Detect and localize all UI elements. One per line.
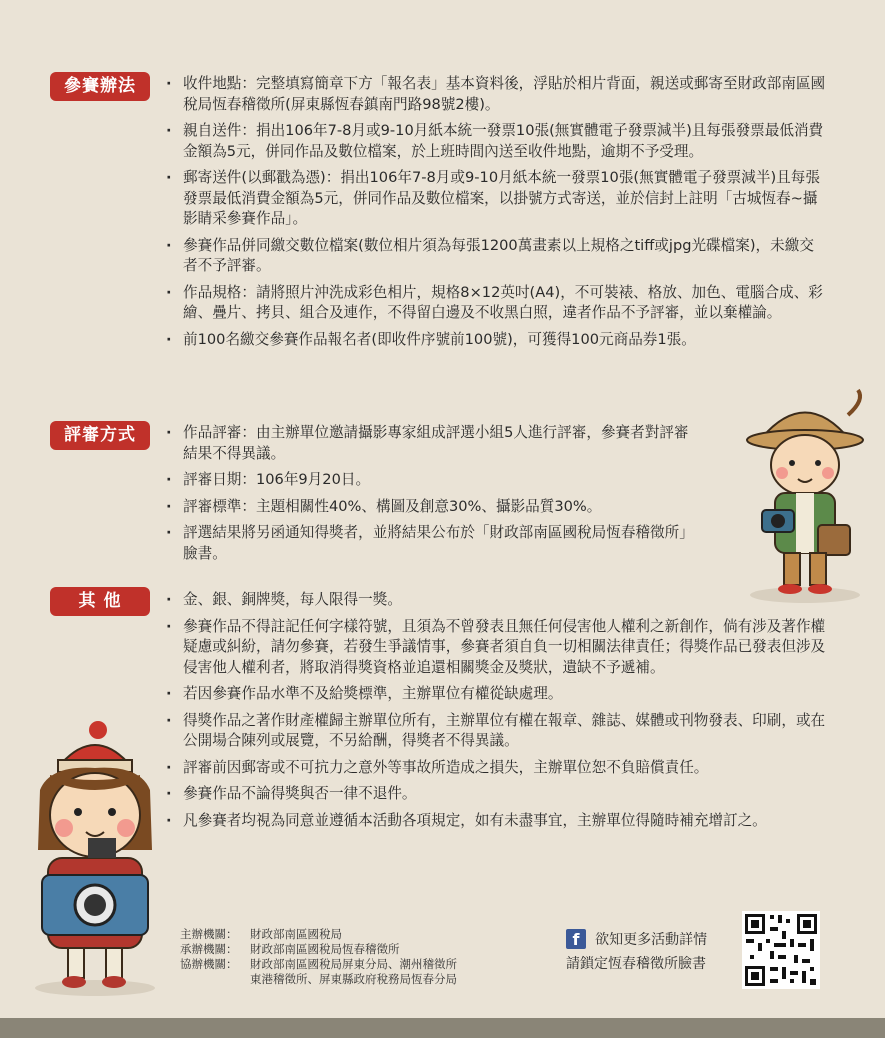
facebook-line-1: 欲知更多活動詳情 [595,931,708,948]
facebook-line-2: 請鎖定恆春稽徵所臉書 [566,955,706,972]
list-item: · 金、銀、銅牌獎，每人限得一獎。 [166,590,828,611]
qr-code-icon[interactable] [742,911,820,989]
list-item: · 作品規格：請將照片沖洗成彩色相片，規格8×12英吋(A4)，不可裝裱、格放、加色、電腦合成、彩繪、疊片、拷貝、組合及連作，不得留白邊及不收黑白照，違者作品不予評審，並以棄權論。 [166,283,828,324]
host-label: 主辦機關： [180,927,238,941]
list-item: · 前100名繳交參賽作品報名者(即收件序號前100號)，可獲得100元商品券1張。 [166,330,828,351]
list-item: · 得獎作品之著作財產權歸主辦單位所有，主辦單位有權在報章、雜誌、媒體或刊物發表、印刷，或在公開場合陳列或展覽，不另給酬，得獎者不得異議。 [166,711,828,752]
list-item: · 評審前因郵寄或不可抗力之意外等事故所造成之損失，主辦單位恕不負賠償責任。 [166,758,828,779]
list-item: · 評審日期：106年9月20日。 [166,470,696,491]
list-item: · 親自送件：捐出106年7-8月或9-10月紙本統一發票10張(無實體電子發票減半)且每張發票最低消費金額為5元，併同作品及數位檔案，於上班時間內送至收件地點，逾期不予受理。 [166,121,828,162]
list-item: · 評選結果將另函通知得獎者，並將結果公布於「財政部南區國稅局恆春稽徵所」臉書。 [166,523,696,564]
list-item: · 參賽作品併同繳交數位檔案(數位相片須為每張1200萬畫素以上規格之tiff或jpg光碟檔案)，未繳交者不予評審。 [166,236,828,277]
section-badge-rules: 參賽辦法 [50,72,150,101]
host-value: 財政部南區國稅局 [250,927,342,941]
girl-photographer-illustration [20,720,170,1000]
contractor-value: 財政部南區國稅局恆春稽徵所 [250,942,400,956]
list-item: · 凡參賽者均視為同意並遵循本活動各項規定，如有未盡事宜，主辦單位得隨時補充增訂之。 [166,811,828,832]
bottom-bar [0,1018,885,1038]
rules-list [166,74,828,356]
co-value-2: 東港稽徵所、屏東縣政府稅務局恆春分局 [250,972,457,986]
co-label: 協辦機關： [180,957,238,971]
list-item: · 評審標準：主題相關性40%、構圖及創意30%、攝影品質30%。 [166,497,696,518]
facebook-icon[interactable]: f [566,929,586,949]
list-item: · 參賽作品不論得獎與否一律不退件。 [166,784,828,805]
list-item: · 收件地點：完整填寫簡章下方「報名表」基本資料後，浮貼於相片背面，親送或郵寄至財政部南區國稅局恆春稽徵所(屏東縣恆春鎮南門路98號2樓)。 [166,74,828,115]
contractor-label: 承辦機關： [180,942,238,956]
list-item: · 參賽作品不得註記任何字樣符號，且須為不曾發表且無任何侵害他人權利之新創作，倘有涉及著作權疑慮或糾紛，請勿參賽，若發生爭議情事，參賽者須自負一切相關法律責任；得獎作品已發表但涉及侵害他人權利者，將取消得獎資格並追還相關獎金及獎狀，遺缺不予遞補。 [166,617,828,679]
organizers-block [180,927,457,987]
boy-photographer-illustration [740,385,870,605]
facebook-info [566,928,707,973]
section-badge-other: 其 他 [50,587,150,616]
list-item: · 若因參賽作品水準不及給獎標準，主辦單位有權從缺處理。 [166,684,828,705]
other-list [166,590,828,837]
list-item: · 郵寄送件(以郵戳為憑)：捐出106年7-8月或9-10月紙本統一發票10張(無實體電子發票減半)且每張發票最低消費金額為5元，併同作品及數位檔案，以掛號方式寄送，並於信封上註明「古城恆春~攝影睛采參賽作品」。 [166,168,828,230]
section-badge-judging: 評審方式 [50,421,150,450]
judging-list [166,423,696,570]
list-item: · 作品評審：由主辦單位邀請攝影專家組成評選小組5人進行評審，參賽者對評審結果不得異議。 [166,423,696,464]
co-value-1: 財政部南區國稅局屏東分局、潮州稽徵所 [250,957,457,971]
